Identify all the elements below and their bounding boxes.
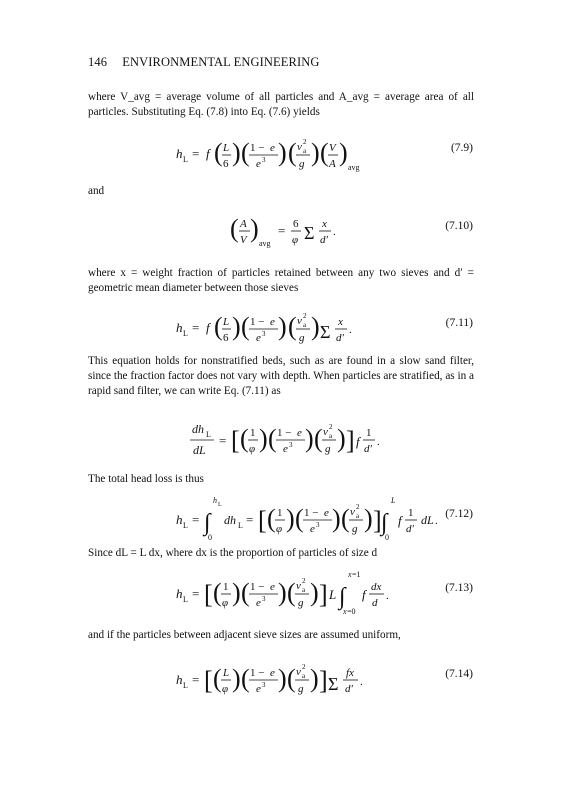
svg-text:(: (	[267, 504, 276, 533]
svg-text:2: 2	[302, 577, 306, 585]
svg-text:): )	[310, 578, 319, 607]
svg-text:(: (	[241, 664, 250, 693]
svg-text:x: x	[348, 570, 352, 579]
svg-text:(: (	[288, 312, 297, 341]
svg-text:1: 1	[277, 507, 283, 519]
svg-text:): )	[332, 504, 341, 533]
equation-number: (7.12)	[445, 508, 473, 520]
svg-text:(: (	[341, 504, 350, 533]
svg-text:φ: φ	[276, 523, 283, 535]
equation-number: (7.10)	[445, 220, 473, 232]
svg-text:): )	[232, 578, 241, 607]
svg-text:=: =	[192, 586, 200, 601]
svg-text:=: =	[192, 672, 200, 687]
svg-text:6: 6	[293, 218, 299, 230]
svg-text:(: (	[214, 138, 223, 167]
svg-text:h: h	[176, 672, 183, 687]
svg-text:d′: d′	[345, 683, 353, 695]
equation-dhl-dl-formula	[0, 410, 565, 470]
svg-text:g: g	[325, 443, 331, 455]
svg-text:a: a	[329, 432, 333, 440]
svg-text:e: e	[270, 581, 275, 593]
svg-text:a: a	[302, 672, 306, 680]
svg-text:∫: ∫	[339, 584, 346, 610]
svg-text:[: [	[231, 426, 240, 455]
svg-text:(: (	[295, 504, 304, 533]
svg-text:h: h	[213, 496, 217, 505]
svg-text:(: (	[287, 578, 296, 607]
svg-text:f: f	[356, 434, 360, 449]
svg-text:f: f	[362, 587, 366, 602]
svg-text:): )	[278, 578, 287, 607]
paragraph-and	[88, 184, 474, 199]
svg-text:e: e	[256, 683, 261, 695]
svg-text:h: h	[176, 586, 183, 601]
equation-7-11	[0, 300, 565, 360]
svg-text:A: A	[240, 218, 247, 230]
svg-text:g: g	[352, 523, 358, 535]
svg-text:v: v	[350, 506, 355, 518]
svg-text:6: 6	[223, 158, 229, 170]
svg-text:e: e	[324, 507, 329, 519]
svg-text:): )	[278, 312, 287, 341]
svg-text:L: L	[183, 521, 188, 530]
svg-text:g: g	[299, 158, 305, 170]
svg-text:.: .	[360, 676, 363, 688]
svg-text:.: .	[377, 436, 380, 448]
svg-text:dx: dx	[371, 581, 382, 593]
equation-7-10-formula	[0, 202, 565, 262]
svg-text:g: g	[298, 597, 304, 609]
svg-text:d′: d′	[364, 443, 372, 455]
svg-text:e: e	[297, 427, 302, 439]
paragraph-uniform	[88, 628, 474, 643]
svg-text:0: 0	[385, 533, 389, 542]
svg-text:=: =	[192, 320, 200, 335]
svg-text:.: .	[333, 226, 336, 238]
svg-text:1: 1	[408, 507, 414, 519]
svg-text:1 −: 1 −	[250, 667, 265, 679]
equation-number: (7.13)	[445, 582, 473, 594]
svg-text:a: a	[303, 321, 307, 329]
paragraph-since-dl	[88, 546, 474, 561]
svg-text:(: (	[241, 578, 250, 607]
svg-text:(: (	[241, 138, 250, 167]
svg-text:=: =	[219, 433, 227, 448]
svg-text:2: 2	[303, 312, 307, 320]
svg-text:]: ]	[319, 666, 328, 695]
svg-text:6: 6	[223, 332, 229, 344]
svg-text:L: L	[329, 587, 337, 602]
svg-text:v: v	[296, 580, 301, 592]
svg-text:L: L	[238, 521, 243, 530]
svg-text:e: e	[256, 597, 261, 609]
equation-7-14	[0, 650, 565, 710]
svg-text:(: (	[213, 578, 222, 607]
equation-7-13	[0, 564, 565, 624]
svg-text:dL: dL	[421, 513, 434, 527]
svg-text:φ: φ	[249, 443, 256, 455]
svg-text:x: x	[343, 607, 347, 616]
svg-text:h: h	[176, 512, 183, 527]
svg-text:L: L	[183, 595, 188, 604]
svg-text:): )	[250, 214, 259, 243]
paragraph-total-head-loss	[88, 472, 474, 487]
paragraph-definitions-text: where x = weight fraction of particles retained between any two sieves and d′ = geometric mean diameter between those sieves	[88, 267, 474, 294]
svg-text:.: .	[386, 590, 389, 602]
svg-text:.: .	[349, 324, 352, 336]
paragraph-stratified	[88, 354, 474, 399]
svg-text:L: L	[183, 155, 188, 164]
svg-text:.: .	[435, 515, 438, 527]
svg-text:∫: ∫	[204, 510, 211, 536]
svg-text:): )	[311, 312, 320, 341]
svg-text:=: =	[192, 512, 200, 527]
svg-text:x: x	[338, 316, 343, 328]
paragraph-intro	[88, 90, 474, 120]
svg-text:(: (	[213, 664, 222, 693]
svg-text:dL: dL	[193, 443, 206, 457]
svg-text:): )	[339, 138, 348, 167]
paragraph-stratified-text: This equation holds for nonstratified beds, such as are found in a slow sand filter, since the fraction factor does not vary with depth. When particles are stratified, as in a rapid sand filter, we can write Eq. (7.11) as	[88, 355, 474, 397]
paragraph-definitions	[88, 266, 474, 296]
svg-text:1 −: 1 −	[250, 142, 265, 154]
svg-text:A: A	[329, 158, 336, 170]
svg-text:=1: =1	[352, 570, 361, 579]
equation-7-12	[0, 490, 565, 550]
equation-7-14-formula	[0, 650, 565, 710]
paragraph-since-dl-text: Since dL = L dx, where dx is the proportion of particles of size d	[88, 547, 378, 559]
svg-text:V: V	[240, 234, 247, 246]
svg-text:Σ: Σ	[328, 674, 339, 694]
svg-text:(: (	[320, 138, 329, 167]
running-header	[88, 55, 319, 70]
svg-text:): )	[232, 664, 241, 693]
svg-text:Σ: Σ	[320, 322, 331, 342]
svg-text:=: =	[192, 146, 200, 161]
svg-text:): )	[305, 424, 314, 453]
equation-7-13-formula	[0, 564, 565, 624]
equation-7-11-formula	[0, 300, 565, 360]
equation-number: (7.9)	[450, 142, 473, 154]
svg-text:1: 1	[250, 427, 256, 439]
svg-text:L: L	[183, 681, 188, 690]
equation-number: (7.14)	[445, 668, 473, 680]
svg-text:Σ: Σ	[304, 223, 315, 243]
svg-text:3: 3	[289, 441, 293, 449]
page-number: 146	[88, 55, 108, 69]
svg-text:L: L	[223, 142, 230, 154]
svg-text:L: L	[223, 667, 230, 679]
svg-text:e: e	[270, 667, 275, 679]
paragraph-intro-text: where V_avg = average volume of all particles and A_avg = average area of all particles. Substituting Eq. (7.8) into Eq. (7.6) yields	[88, 91, 474, 118]
svg-text:h: h	[176, 320, 183, 335]
svg-text:): )	[310, 664, 319, 693]
svg-text:1: 1	[366, 427, 372, 439]
equation-7-9	[0, 128, 565, 188]
svg-text:0: 0	[208, 533, 212, 542]
svg-text:(: (	[240, 424, 249, 453]
svg-text:f: f	[206, 320, 210, 335]
svg-text:=: =	[246, 512, 254, 527]
paragraph-total-head-loss-text: The total head loss is thus	[88, 473, 204, 485]
svg-text:dh: dh	[192, 422, 204, 436]
svg-text:d: d	[372, 597, 378, 609]
svg-text:1 −: 1 −	[250, 316, 265, 328]
svg-text:a: a	[302, 586, 306, 594]
svg-text:L: L	[218, 502, 222, 508]
svg-text:dh: dh	[224, 513, 236, 527]
svg-text:e: e	[310, 523, 315, 535]
svg-text:e: e	[256, 158, 261, 170]
svg-text:∫: ∫	[381, 510, 388, 536]
svg-text:): )	[364, 504, 373, 533]
svg-text:3: 3	[316, 521, 320, 529]
svg-text:]: ]	[346, 426, 355, 455]
svg-text:): )	[286, 504, 295, 533]
running-title: ENVIRONMENTAL ENGINEERING	[122, 55, 320, 69]
svg-text:L: L	[391, 496, 396, 505]
svg-text:]: ]	[373, 506, 382, 535]
svg-text:h: h	[176, 146, 183, 161]
svg-text:): )	[278, 664, 287, 693]
svg-text:[: [	[204, 666, 213, 695]
svg-text:(: (	[314, 424, 323, 453]
svg-text:fx: fx	[346, 667, 354, 679]
paragraph-uniform-text: and if the particles between adjacent sieve sizes are assumed uniform,	[88, 629, 401, 641]
svg-text:(: (	[287, 664, 296, 693]
equation-number: (7.11)	[445, 317, 473, 329]
svg-text:): )	[311, 138, 320, 167]
svg-text:2: 2	[329, 423, 333, 431]
svg-text:2: 2	[303, 138, 307, 146]
equation-7-9-formula	[0, 128, 565, 188]
svg-text:L: L	[183, 329, 188, 338]
svg-text:v: v	[297, 141, 302, 153]
svg-text:2: 2	[302, 663, 306, 671]
svg-text:[: [	[204, 580, 213, 609]
svg-text:φ: φ	[292, 234, 299, 246]
svg-text:g: g	[299, 332, 305, 344]
svg-text:x: x	[322, 218, 327, 230]
svg-text:1 −: 1 −	[277, 427, 292, 439]
svg-text:φ: φ	[222, 597, 229, 609]
svg-text:d′: d′	[406, 523, 414, 535]
svg-text:1 −: 1 −	[304, 507, 319, 519]
equation-7-10	[0, 202, 565, 262]
svg-text:(: (	[268, 424, 277, 453]
svg-text:3: 3	[262, 595, 266, 603]
svg-text:a: a	[303, 147, 307, 155]
svg-text:e: e	[270, 142, 275, 154]
svg-text:): )	[232, 312, 241, 341]
svg-text:): )	[337, 424, 346, 453]
svg-text:e: e	[270, 316, 275, 328]
svg-text:v: v	[296, 666, 301, 678]
paragraph-and-text: and	[88, 185, 105, 197]
svg-text:1: 1	[223, 581, 229, 593]
svg-text:V: V	[329, 142, 336, 154]
equation-dhl-dl	[0, 410, 565, 470]
svg-text:3: 3	[262, 156, 266, 164]
svg-text:(: (	[288, 138, 297, 167]
equation-7-12-formula	[0, 490, 565, 550]
svg-text:f: f	[398, 513, 402, 528]
svg-text:e: e	[283, 443, 288, 455]
svg-text:avg: avg	[348, 163, 360, 172]
svg-text:g: g	[298, 683, 304, 695]
svg-text:avg: avg	[259, 239, 271, 248]
svg-text:d′: d′	[336, 332, 344, 344]
svg-text:[: [	[258, 506, 267, 535]
svg-text:2: 2	[356, 503, 360, 511]
svg-text:a: a	[356, 512, 360, 520]
svg-text:): )	[232, 138, 241, 167]
svg-text:3: 3	[262, 681, 266, 689]
svg-text:e: e	[256, 332, 261, 344]
svg-text:]: ]	[319, 580, 328, 609]
svg-text:): )	[278, 138, 287, 167]
svg-text:(: (	[214, 312, 223, 341]
svg-text:L: L	[223, 316, 230, 328]
svg-text:L: L	[206, 430, 211, 439]
svg-text:): )	[259, 424, 268, 453]
svg-text:(: (	[241, 312, 250, 341]
svg-text:d′: d′	[320, 234, 328, 246]
svg-text:v: v	[323, 426, 328, 438]
svg-text:1 −: 1 −	[250, 581, 265, 593]
svg-text:f: f	[206, 146, 210, 161]
svg-text:3: 3	[262, 330, 266, 338]
svg-text:v: v	[297, 315, 302, 327]
svg-text:=0: =0	[347, 607, 356, 616]
svg-text:φ: φ	[222, 683, 229, 695]
svg-text:(: (	[230, 214, 239, 243]
svg-text:=: =	[278, 223, 286, 238]
